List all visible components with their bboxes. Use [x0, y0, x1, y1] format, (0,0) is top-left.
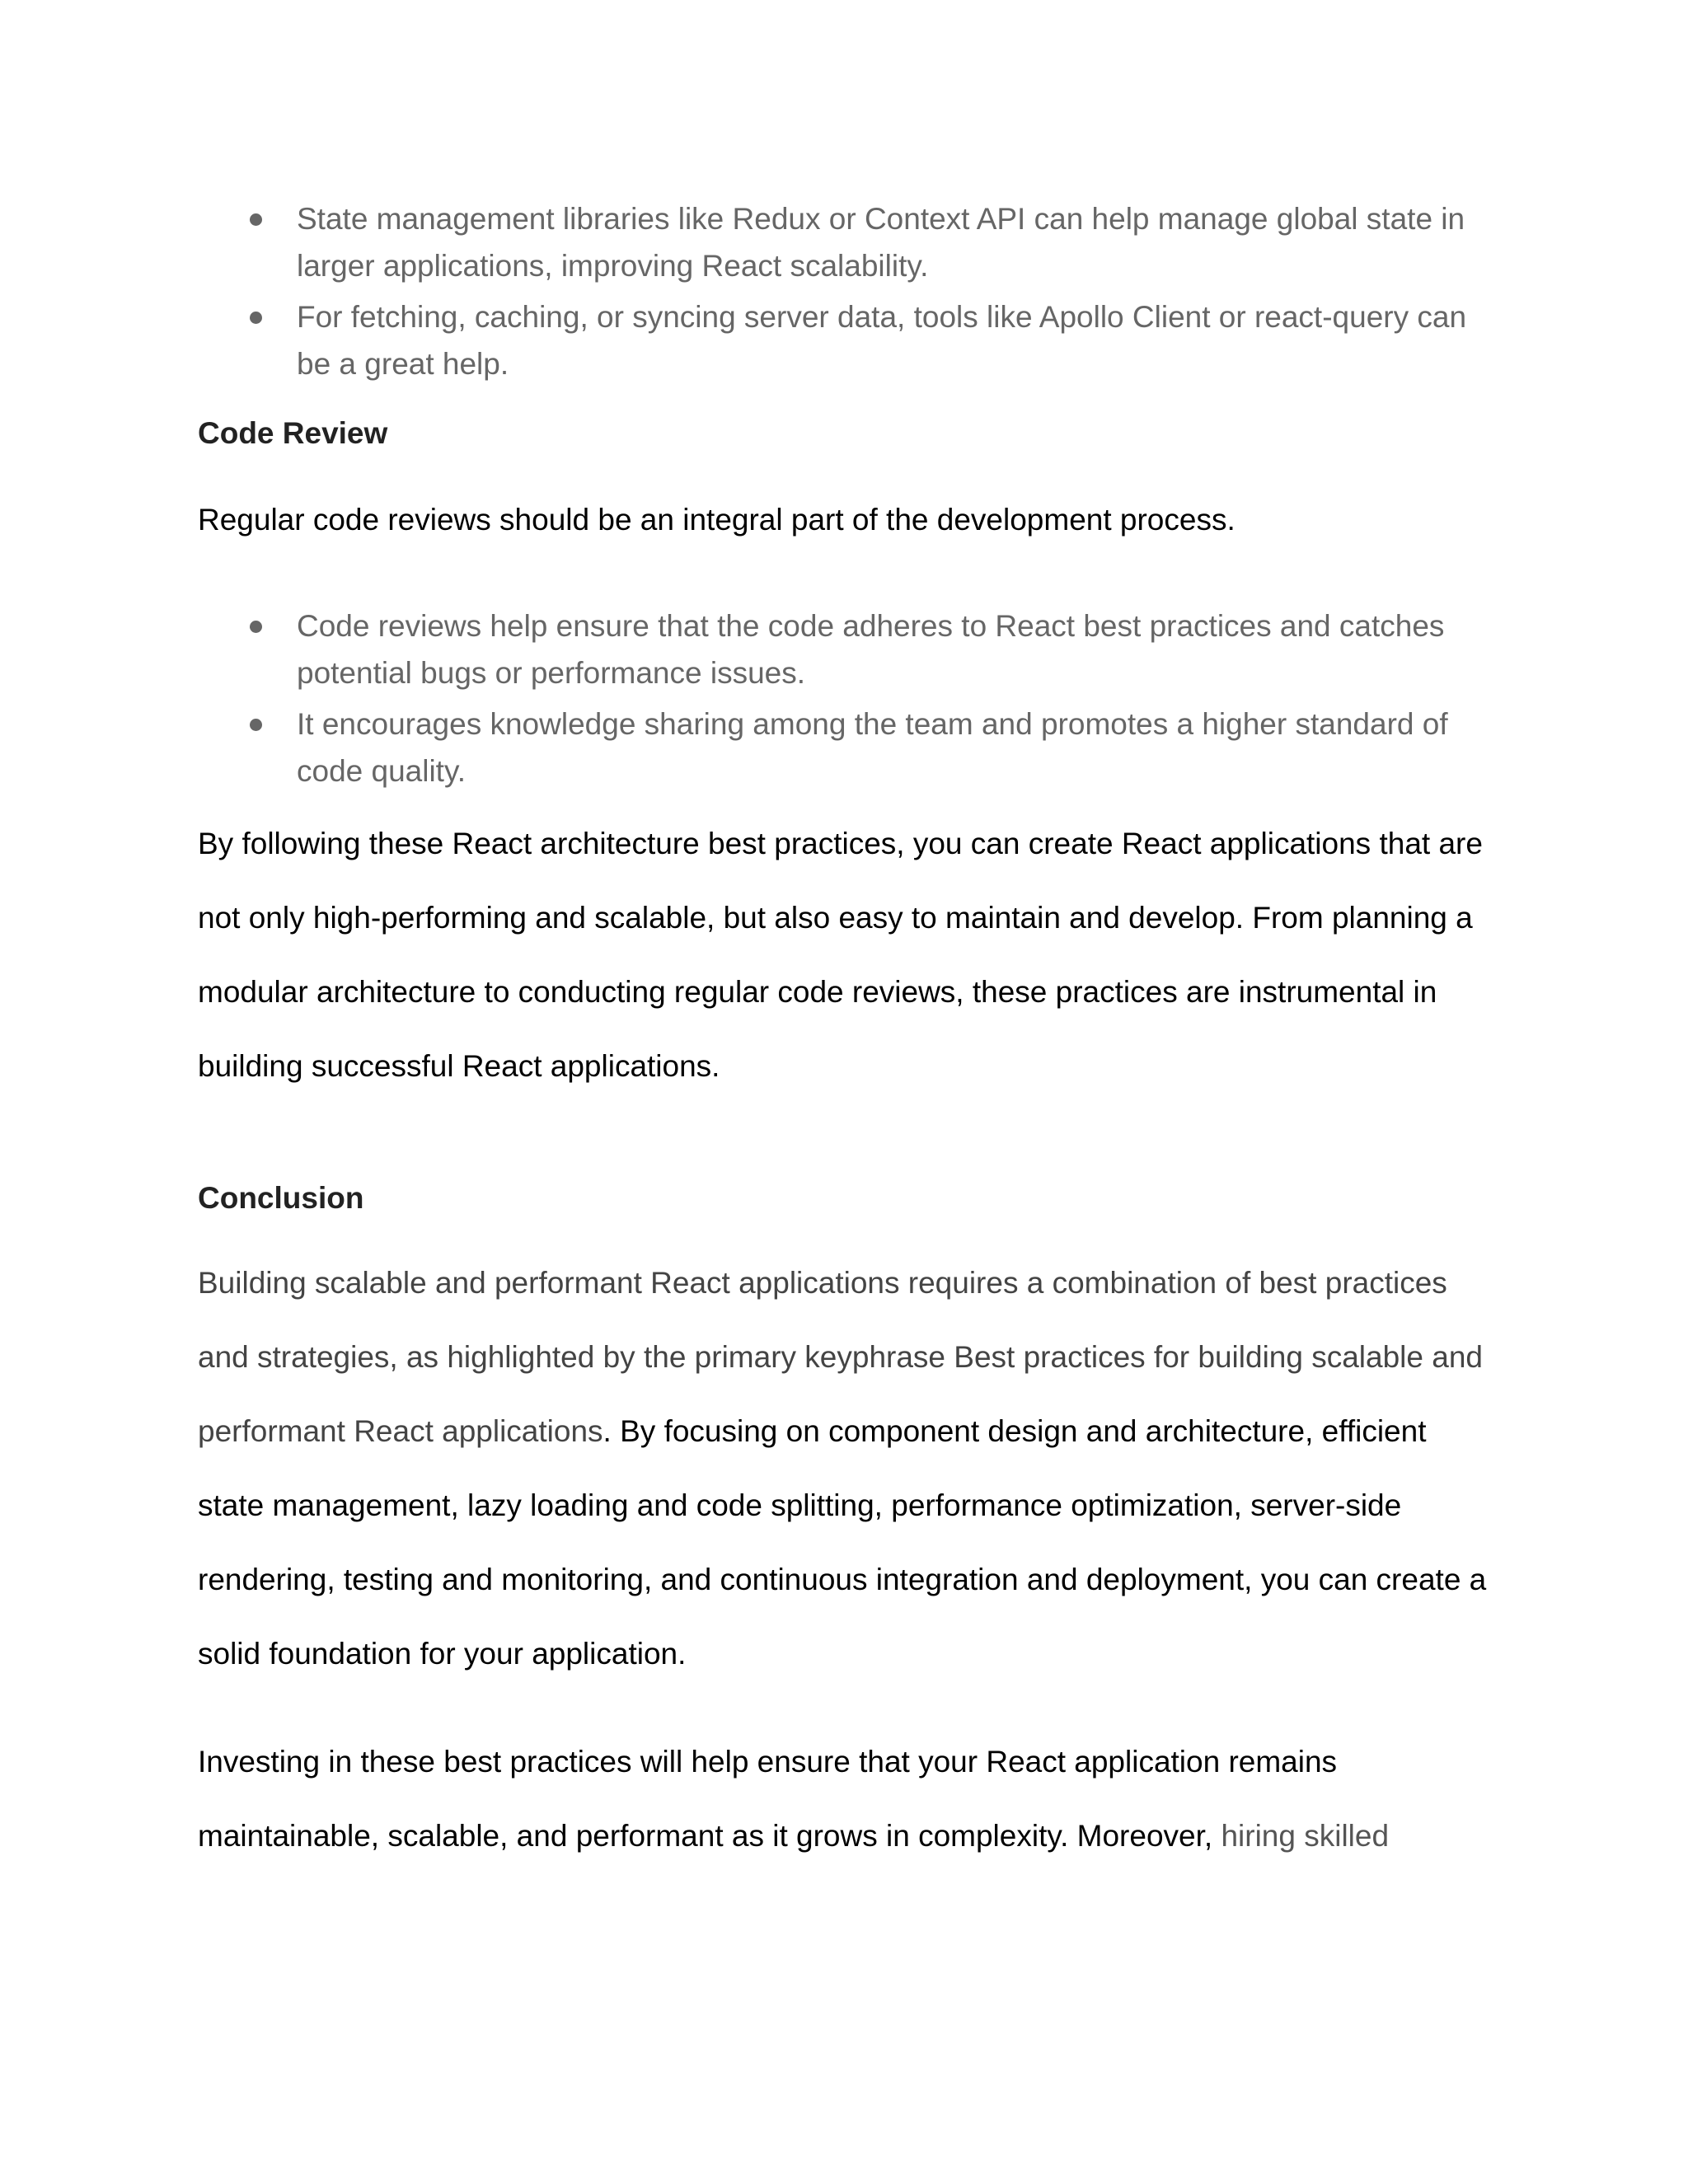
- list-item: [198, 293, 1500, 387]
- code-review-summary: By following these React architecture best practices, you can create React applications that are not only high-performing and scalable, but also easy to maintain and develop. From planning a modular architecture to conducting regular code reviews, these practices are instrumental in building successful React applications.: [198, 827, 1483, 1083]
- list-item: [198, 602, 1500, 696]
- section-heading-code-review: Code Review: [198, 416, 388, 450]
- list-item-text: It encourages knowledge sharing among the team and promotes a higher standard of code quality.: [297, 707, 1448, 788]
- conclusion-paragraph-2: [198, 1725, 1500, 1873]
- conclusion-text: Investing in these best practices will help ensure that your React application remains maintainable, scalable, and performant as it grows in complexity. Moreover,: [198, 1745, 1338, 1853]
- list-item: [198, 195, 1500, 289]
- bullet-icon: [250, 621, 262, 633]
- bullet-icon: [250, 213, 262, 226]
- list-item-text: For fetching, caching, or syncing server data, tools like Apollo Client or react-query can be a great help.: [297, 300, 1467, 381]
- bullet-list-code-review: [198, 602, 1500, 794]
- bullet-icon: [250, 312, 262, 324]
- code-review-intro: Regular code reviews should be an integral part of the development process.: [198, 503, 1236, 537]
- section-heading-conclusion: Conclusion: [198, 1181, 364, 1215]
- list-item: [198, 701, 1500, 794]
- bullet-list-state: [198, 195, 1500, 387]
- conclusion-paragraph-1: [198, 1246, 1500, 1691]
- conclusion-text: . By focusing on component design and architecture, efficient state management, lazy loading and code splitting, performance optimization, server-side rendering, testing and monitoring, and continuous integration and deployment, you can create a solid foundation for your application.: [198, 1414, 1487, 1671]
- list-item-text: Code reviews help ensure that the code adheres to React best practices and catches potential bugs or performance issues.: [297, 609, 1445, 690]
- keyphrase-text: Building scalable and performant React applications requires a combination of best practices and strategies, as highlighted by the primary keyphrase Best practices for building scalable and performant React applications: [198, 1266, 1483, 1448]
- list-item-text: State management libraries like Redux or Context API can help manage global state in larger applications, improving React scalability.: [297, 202, 1465, 283]
- bullet-icon: [250, 719, 262, 731]
- link-text-hiring: hiring skilled: [1221, 1819, 1390, 1853]
